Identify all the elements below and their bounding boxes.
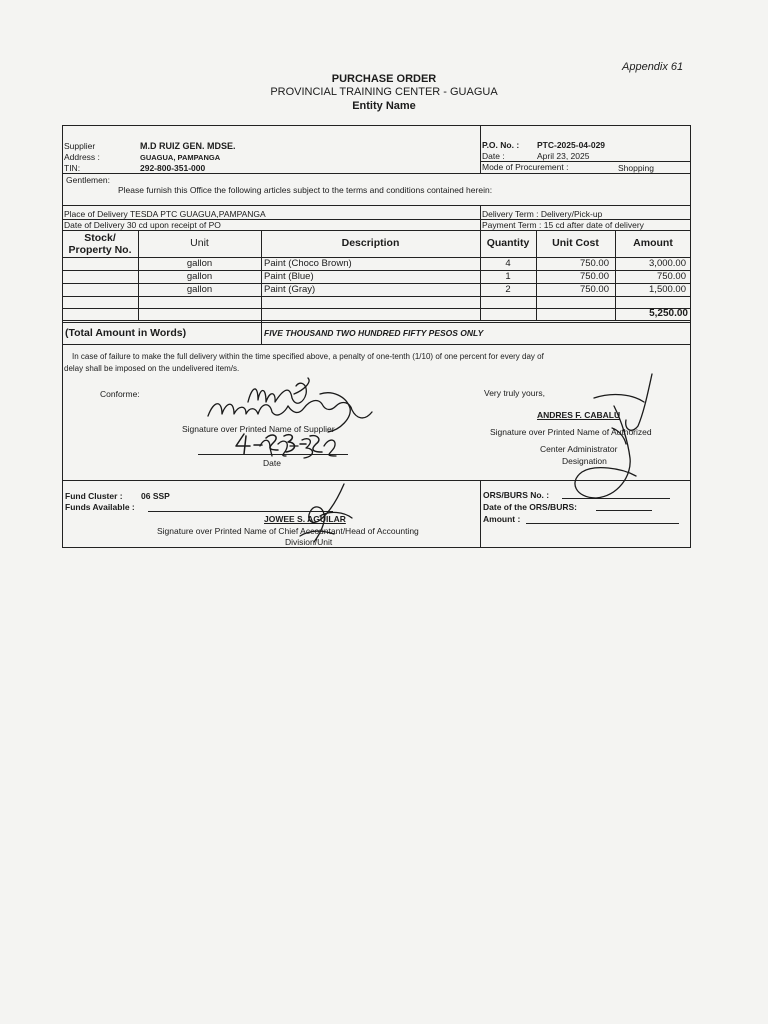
- agency-name: PROVINCIAL TRAINING CENTER - GUAGUA: [270, 86, 498, 98]
- accountant-caption-line1: Signature over Printed Name of Chief Accountant/Head of Accounting: [157, 526, 419, 536]
- divider: [62, 308, 691, 309]
- divider: [480, 480, 481, 548]
- divider: [62, 322, 691, 323]
- supplier-label: Supplier: [64, 141, 96, 151]
- procurement-mode-label: Mode of Procurement :: [482, 162, 569, 172]
- document-title: PURCHASE ORDER: [331, 73, 437, 85]
- col-header-amount: Amount: [633, 237, 673, 249]
- penalty-clause-line1: In case of failure to make the full delivery within the time specified above, a penalty of one-tenth (1/10) of one percent for every day of: [72, 352, 544, 361]
- po-date-label: Date :: [482, 151, 505, 161]
- ors-burs-date-line: [596, 510, 652, 511]
- cell-unit-cost: 750.00: [579, 284, 609, 295]
- penalty-clause-line2: delay shall be imposed on the undelivered item/s.: [64, 364, 240, 373]
- procurement-mode: Shopping: [618, 163, 654, 173]
- cell-unit: gallon: [186, 258, 213, 269]
- cell-amount: 750.00: [656, 271, 686, 282]
- delivery-term: Delivery Term : Delivery/Pick-up: [482, 209, 603, 219]
- col-header-description: Description: [341, 237, 400, 249]
- po-number-label: P.O. No. :: [482, 140, 520, 150]
- fund-cluster-value: 06 SSP: [141, 491, 170, 501]
- divider: [62, 230, 691, 231]
- po-number: PTC-2025-04-029: [537, 140, 606, 150]
- address-label: Address :: [64, 152, 100, 162]
- official-designation: Designation: [562, 456, 607, 466]
- cell-amount: 1,500.00: [649, 284, 686, 295]
- col-header-stock-line2: Property No.: [68, 244, 132, 256]
- date-of-delivery: Date of Delivery 30 cd upon receipt of PO: [64, 220, 221, 230]
- divider: [62, 320, 691, 321]
- accountant-signature: [290, 480, 370, 546]
- col-header-unit: Unit: [190, 237, 209, 249]
- official-signature: [552, 372, 662, 502]
- cell-description: Paint (Gray): [264, 284, 316, 295]
- underline: [62, 219, 691, 220]
- cell-unit-cost: 750.00: [579, 271, 609, 282]
- accountant-name: JOWEE S. AGUILAR: [264, 514, 346, 524]
- divider: [62, 296, 691, 297]
- date-caption: Date: [263, 458, 281, 468]
- official-signature-caption: Signature over Printed Name of Authorized: [490, 427, 652, 437]
- divider: [62, 205, 691, 206]
- supplier-signature-caption: Signature over Printed Name of Supplier: [182, 424, 335, 434]
- col-header-stock-line1: Stock/: [84, 232, 116, 244]
- supplier-name: M.D RUIZ GEN. MDSE.: [140, 141, 236, 151]
- cell-quantity: 2: [505, 284, 511, 295]
- accountant-caption-line2: Division/Unit: [285, 537, 333, 547]
- underline: [480, 161, 691, 162]
- amount-line: [526, 523, 679, 524]
- cell-unit: gallon: [186, 284, 213, 295]
- cell-unit: gallon: [186, 271, 213, 282]
- amount-label: Amount :: [483, 514, 521, 524]
- supplier-address: GUAGUA, PAMPANGA: [140, 153, 221, 162]
- appendix-label: Appendix 61: [622, 61, 684, 73]
- total-amount: 5,250.00: [649, 308, 688, 319]
- col-header-stock: [62, 232, 138, 256]
- cell-quantity: 1: [505, 271, 511, 282]
- cell-quantity: 4: [505, 258, 511, 269]
- handwritten-date: [232, 432, 327, 456]
- cell-amount: 3,000.00: [649, 258, 686, 269]
- divider: [480, 125, 481, 173]
- ors-burs-label: ORS/BURS No. :: [483, 490, 550, 500]
- cell-unit-cost: 750.00: [579, 258, 609, 269]
- fund-cluster-label: Fund Cluster :: [65, 491, 123, 501]
- entity-name: Entity Name: [352, 100, 416, 112]
- instruction-text: Please furnish this Office the following articles subject to the terms and conditions contained herein:: [118, 185, 493, 195]
- amount-in-words: FIVE THOUSAND TWO HUNDRED FIFTY PESOS ONLY: [264, 328, 484, 338]
- funds-available-label: Funds Available :: [65, 502, 135, 512]
- divider: [62, 173, 691, 174]
- tin-label: TIN:: [64, 163, 81, 173]
- supplier-tin: 292-800-351-000: [140, 163, 206, 173]
- cell-description: Paint (Blue): [264, 271, 314, 282]
- closing-salutation: Very truly yours,: [484, 388, 545, 398]
- place-of-delivery: Place of Delivery TESDA PTC GUAGUA,PAMPANGA: [64, 209, 266, 219]
- cell-description: Paint (Choco Brown): [264, 258, 352, 269]
- conforme-label: Conforme:: [100, 389, 140, 399]
- col-header-quantity: Quantity: [486, 237, 530, 249]
- payment-term: Payment Term : 15 cd after date of delivery: [482, 220, 644, 230]
- col-header-unit-cost: Unit Cost: [552, 237, 599, 249]
- ors-burs-date-label: Date of the ORS/BURS:: [483, 502, 577, 512]
- amount-in-words-label: (Total Amount in Words): [65, 327, 187, 339]
- divider: [62, 344, 691, 345]
- official-position: Center Administrator: [540, 444, 618, 454]
- salutation: Gentlemen:: [66, 175, 110, 185]
- po-date: April 23, 2025: [537, 151, 590, 161]
- official-name: ANDRES F. CABALU: [537, 410, 621, 420]
